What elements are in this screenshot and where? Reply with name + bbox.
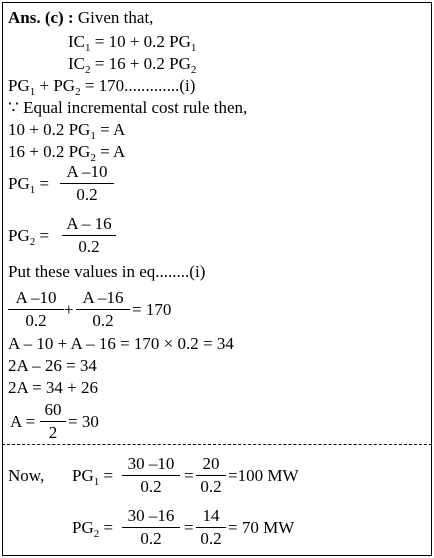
pg2-final-lhs: $PG_2$ = [72,518,114,540]
pg-sum-equation: $PG_1 + PG_2 = 170.............(i)$ [8,76,196,98]
simplified-equation-1: 2A – 26 = 34 [8,356,97,375]
pg2-final-equals: = [184,518,194,537]
pg1-final-lhs: $PG_1$ = [72,466,114,488]
a-lhs: A = [10,412,36,431]
pg1-final-result: =100 MW [228,466,299,485]
pg2-expression-lhs: $PG_2$ = [8,226,50,248]
a-fraction: 60 2 [40,400,66,443]
answer-heading [8,8,153,28]
answer-label: Ans. (c) : [8,8,74,27]
pg1-fraction: A –10 0.2 [60,162,114,205]
sum-fraction-2: A –16 0.2 [76,288,130,331]
sum-plus-sign: + [64,300,74,319]
lambda-equation-1: 10 + 0.2 $PG_1 = A$ [8,120,126,142]
pg2-final-fraction-1: 30 –16 0.2 [122,506,180,549]
ic2-equation: $IC_2 = 16 + 0.2$ $PG_2$ [68,54,197,76]
pg1-final-fraction-2: 20 0.2 [196,454,226,497]
section-divider [2,444,432,445]
pg2-final-fraction-2: 14 0.2 [196,506,226,549]
a-rhs: = 30 [68,412,99,431]
incremental-cost-rule-text: ∵ Equal incremental cost rule then, [8,98,248,117]
ic1-equation: $IC_1 = 10 + 0.2$ $PG_1$ [68,32,197,54]
lambda-equation-2: 16 + 0.2 $PG_2 = A$ [8,142,126,164]
substitution-text: Put these values in eq........(i) [8,262,206,281]
pg2-final-result: = 70 MW [228,518,295,537]
simplified-equation-2: 2A = 34 + 26 [8,378,99,397]
now-label: Now, [8,466,45,485]
intro-text: Given that, [77,8,154,27]
sum-fraction-1: A –10 0.2 [8,288,64,331]
pg1-expression-lhs: $PG_1$ = [8,174,50,196]
pg1-final-equals: = [184,466,194,485]
pg2-fraction: A – 16 0.2 [62,214,116,257]
sum-rhs: = 170 [132,300,172,319]
expanded-equation: A – 10 + A – 16 = 170 × 0.2 = 34 [8,334,234,353]
pg1-final-fraction-1: 30 –10 0.2 [122,454,180,497]
